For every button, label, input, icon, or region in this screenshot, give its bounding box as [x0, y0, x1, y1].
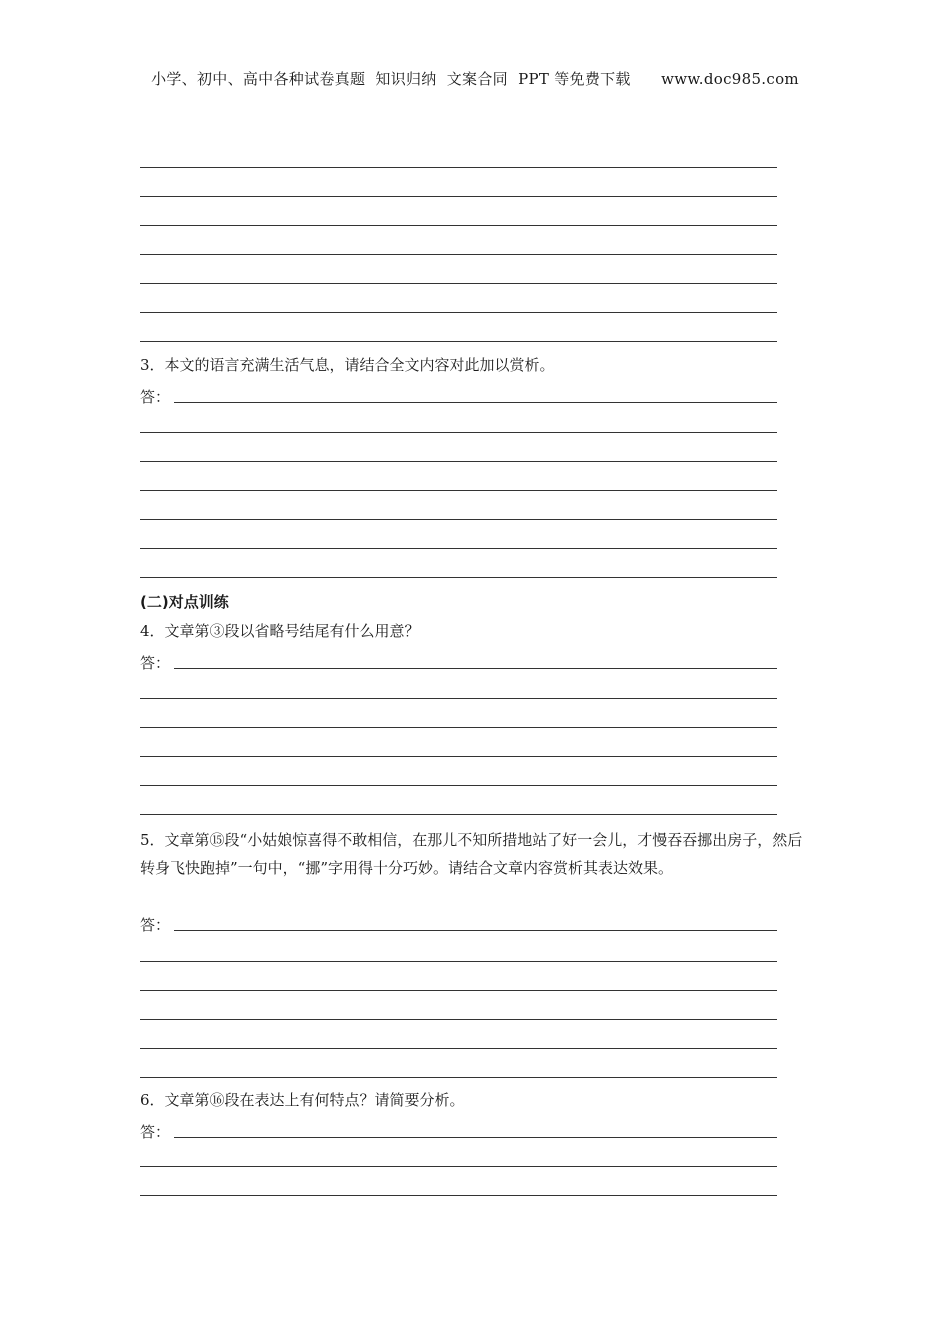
answer-line: [140, 698, 777, 699]
answer-4: [140, 653, 777, 673]
section-title: (二)对点训练: [140, 593, 229, 611]
answer-line: [140, 756, 777, 757]
answer-line: [140, 312, 777, 313]
answer-line: [174, 1137, 777, 1138]
answer-line: [140, 341, 777, 342]
question-4: 4．文章第③段以省略号结尾有什么用意？: [140, 622, 420, 640]
answer-line: [140, 1048, 777, 1049]
answer-label: 答：: [140, 1123, 171, 1141]
question-3: 3．本文的语言充满生活气息，请结合全文内容对此加以赏析。: [140, 356, 555, 374]
answer-3: [140, 387, 777, 407]
page-header: 小学、初中、高中各种试卷真题 知识归纳 文案合同 PPT 等免费下载 www.doc985.com: [151, 70, 799, 88]
answer-line: [140, 196, 777, 197]
answer-label: 答：: [140, 388, 171, 406]
answer-line: [174, 668, 777, 669]
answer-line: [140, 225, 777, 226]
answer-line: [140, 254, 777, 255]
answer-line: [140, 1077, 777, 1078]
answer-label: 答：: [140, 654, 171, 672]
question-5: 5．文章第⑮段“小姑娘惊喜得不敢相信，在那儿不知所措地站了好一会儿，才慢吞吞挪出房子，然后转身飞快跑掉”一句中，“挪”字用得十分巧妙。请结合文章内容赏析其表达效果。: [140, 831, 803, 877]
answer-line: [140, 461, 777, 462]
answer-line: [140, 167, 777, 168]
answer-line: [140, 577, 777, 578]
answer-line: [140, 432, 777, 433]
answer-line: [140, 1019, 777, 1020]
answer-line: [140, 727, 777, 728]
answer-line: [140, 814, 777, 815]
question-6: 6．文章第⑯段在表达上有何特点？请简要分析。: [140, 1091, 465, 1109]
answer-line: [140, 1166, 777, 1167]
answer-6: [140, 1122, 777, 1142]
answer-line: [140, 785, 777, 786]
answer-line: [140, 961, 777, 962]
answer-line: [140, 990, 777, 991]
answer-5: [140, 915, 777, 935]
answer-line: [140, 519, 777, 520]
answer-label: 答：: [140, 916, 171, 934]
answer-line: [140, 490, 777, 491]
answer-line: [174, 402, 777, 403]
answer-line: [140, 1195, 777, 1196]
answer-line: [140, 283, 777, 284]
answer-line: [140, 548, 777, 549]
answer-line: [174, 930, 777, 931]
